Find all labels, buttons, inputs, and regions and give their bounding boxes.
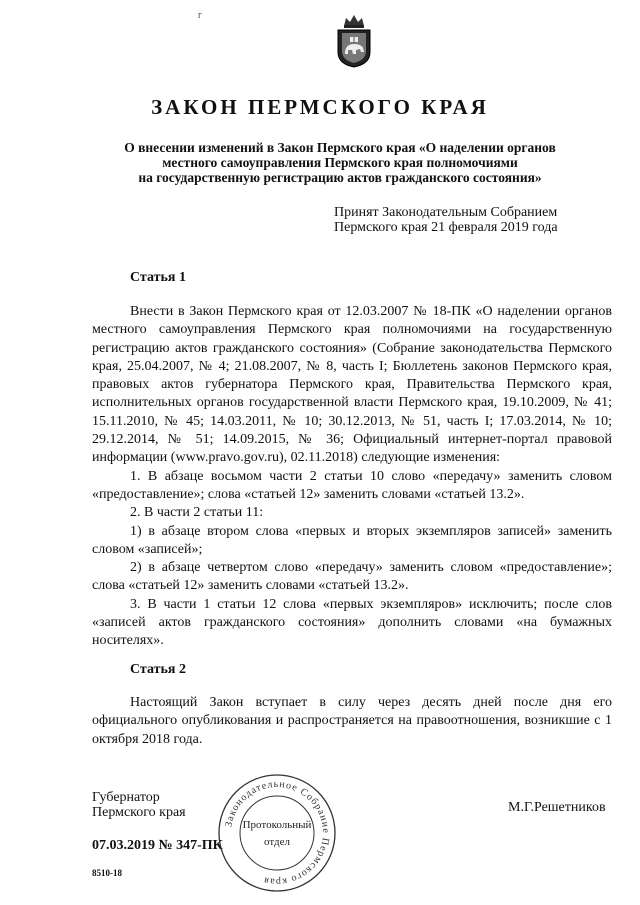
coat-of-arms-icon [334, 12, 374, 68]
article-1-heading: Статья 1 [130, 270, 186, 285]
adoption-line: Пермского края 21 февраля 2019 года [334, 220, 558, 235]
adoption-note [334, 205, 558, 235]
subtitle-line: местного самоуправления Пермского края полномочиями [162, 155, 518, 170]
date-and-number: 07.03.2019 № 347-ПК [92, 838, 223, 853]
paragraph: 3. В части 1 статьи 12 слова «первых экземпляров» исключить; после слов «записей актов гражданского состояния» дополнить словами «на бумажных носителях». [92, 596, 612, 649]
paragraph: 1. В абзаце восьмом части 2 статьи 10 слово «передачу» заменить словом «предоставление»; слова «статьей 12» заменить словами «статьей 13.2». [92, 468, 612, 502]
paragraph: 2) в абзаце четвертом слово «передачу» заменить словом «предоставление»; слова «статьей 12» заменить словами «статьей 13.2». [92, 560, 612, 594]
paragraph: 1) в абзаце втором слова «первых и вторых экземпляров записей» заменить словом «записей»; [92, 523, 612, 557]
article-1-body [92, 303, 612, 651]
subtitle-line: О внесении изменений в Закон Пермского края «О наделении органов [124, 140, 556, 155]
position-line: Пермского края [92, 805, 186, 820]
article-2-heading: Статья 2 [130, 662, 186, 677]
stamp-center-line: отдел [264, 836, 290, 848]
position-line: Губернатор [92, 790, 160, 805]
paragraph: 2. В части 2 статьи 11: [130, 505, 264, 521]
registration-code: 8510-18 [92, 868, 122, 878]
signatory-name: М.Г.Решетников [508, 800, 606, 815]
stamp [216, 772, 338, 894]
stamp-center-line: Протокольный [242, 819, 312, 831]
adoption-line: Принят Законодательным Собранием [334, 205, 558, 220]
stamp-ring-text: Законодательное Собрание Пермского края [223, 778, 332, 888]
document-title: ЗАКОН ПЕРМСКОГО КРАЯ [151, 95, 489, 119]
pen-mark: г [198, 10, 203, 21]
article-2-body [92, 694, 612, 749]
subtitle-line: на государственную регистрацию актов гражданского состояния» [138, 170, 542, 185]
paragraph: Настоящий Закон вступает в силу через десять дней после дня его официального опубликования и распространяется на правоотношения, возникшие с 1 октября 2018 года. [92, 695, 612, 747]
signatory-position [92, 790, 186, 820]
paragraph: Внести в Закон Пермского края от 12.03.2007 № 18-ПК «О наделении органов местного самоуправления Пермского края полномочиями на государственную регистрацию актов гражданского состояния» (Собрание законодательства Пермского края, 25.04.2007, № 4; 21.08.2007, № 8, часть I; Бюллетень законов Пермского края, правовых актов губернатора Пермского края, Правительства Пермского края, исполнительных органов государственной власти Пермского края, 19.10.2009, № 41; 15.11.2010, № 45; 14.03.2011, № 10; 30.12.2013, № 51, часть I; 17.03.2014, № 10; 29.12.2014, № 51; 14.09.2015, № 36; Официальный интернет-портал правовой информации (www.pravo.gov.ru), 02.11.2018) следующие изменения: [92, 304, 612, 466]
document-subtitle [60, 140, 620, 185]
